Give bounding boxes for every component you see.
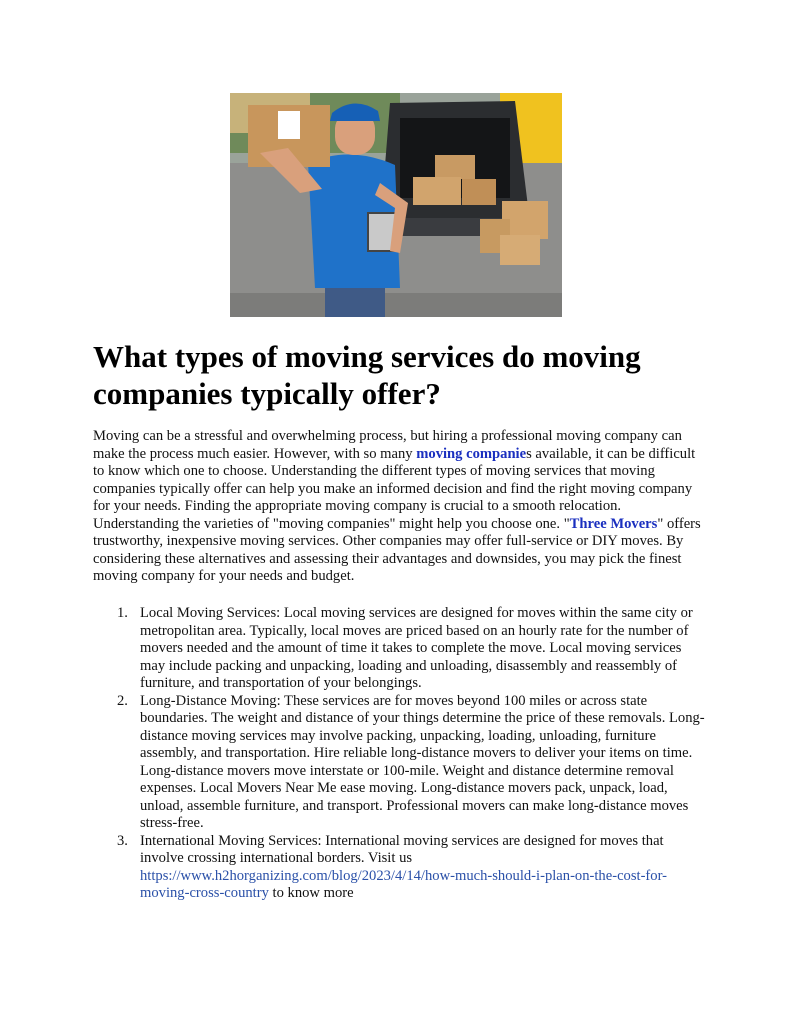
moving-companies-link[interactable]: moving companie	[416, 445, 527, 462]
intro-text-3: " offers trustworthy, inexpensive moving services. Other companies may offer full-service or DIY moves. By considering these alternatives and assessing their advantages and downsides, you may pick the finest moving company for your needs and budget.	[93, 515, 701, 584]
three-movers-link[interactable]: Three Movers	[569, 515, 658, 532]
h2horganizing-url-link[interactable]: https://www.h2horganizing.com/blog/2023/4/14/how-much-should-i-plan-on-the-cost-for-moving-cross-country	[140, 867, 668, 901]
list-item-text: Long-Distance Moving: These services are for moves beyond 100 miles or across state boundaries. The weight and distance of your things determine the price of these removals. Long-distance moving services may involve packing, unpacking, loading, unloading, furniture assembly, and transportation. Hire reliable long-distance movers to deliver your items on time. Long-distance movers move interstate or 100-mile. Weight and distance determine removal expenses. Local Movers Near Me ease moving. Long-distance movers pack, unpack, load, unload, assemble furniture, and transport. Professional movers can make long-distance moves stress-free.	[140, 692, 705, 831]
page-title: What types of moving services do moving companies typically offer?	[93, 339, 641, 411]
hero-image	[230, 93, 562, 317]
list-item	[93, 833, 705, 903]
list-number: 1.	[117, 605, 128, 621]
list-item-trailing-text: to know more	[268, 885, 354, 901]
list-number: 3.	[117, 832, 128, 849]
list-item-text: International Moving Services: International moving services are designed for moves that involve crossing international borders. Visit us	[140, 832, 664, 866]
list-item	[93, 605, 705, 693]
intro-paragraph	[93, 428, 705, 586]
list-item	[93, 693, 705, 833]
list-item-text: Local Moving Services: Local moving services are designed for moves within the same city or metropolitan area. Typically, local moves are priced based on an hourly rate for the number of movers needed and the amount of time it takes to complete the move. Local moving services may include packing and unpacking, loading and unloading, disassembly and reassembly of furniture, and transportation of your belongings.	[140, 605, 693, 691]
list-number: 2.	[117, 692, 128, 709]
intro-text-1: Moving can be a stressful and overwhelming process, but hiring a professional moving company can make the process much easier. However, with so many	[93, 428, 682, 462]
services-list	[93, 605, 705, 903]
intro-text-2: s available, it can be difficult to know which one to choose. Understanding the different types of moving services that moving companies typically offer can help you make an informed decision and find the right moving company for your needs. Finding the appropriate moving company is crucial to a smooth relocation. Understanding the varieties of "moving companies" might help you choose one. "	[93, 445, 696, 532]
